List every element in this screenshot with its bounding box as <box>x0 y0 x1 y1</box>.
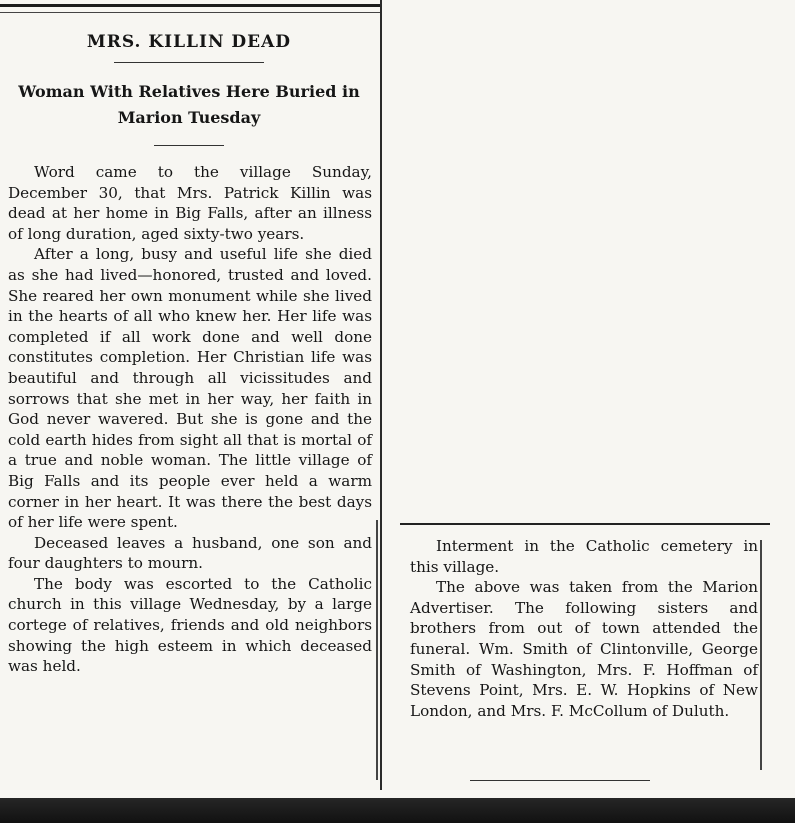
article-headline: MRS. KILLIN DEAD <box>86 32 292 52</box>
article-continuation-column <box>408 536 758 721</box>
column-edge-mark <box>760 540 762 770</box>
article-paragraph: Word came to the village Sunday, December 30, that Mrs. Patrick Killin was dead at her home in Big Falls, after an illness of long duration, aged sixty-two years. <box>8 163 372 243</box>
column-divider <box>380 0 382 790</box>
headline-rule <box>114 62 264 63</box>
continuation-paragraph: Interment in the Catholic cemetery in this village. <box>410 537 758 576</box>
article-paragraph: The body was escorted to the Catholic church in this village Wednesday, by a large cortege of relatives, friends and old neighbors showing the high esteem in which deceased was held. <box>8 574 372 676</box>
continuation-paragraph: The above was taken from the Marion Advertiser. The following sisters and brothers from out of town attended the funeral. Wm. Smith of Clintonville, George Smith of Washington, Mrs. F. Hoffman of Stevens Point, Mrs. E. W. Hopkins of New London, and Mrs. F. McCollum of Duluth. <box>410 578 758 720</box>
continuation-top-rule <box>400 523 770 525</box>
article-paragraph: Deceased leaves a husband, one son and four daughters to mourn. <box>8 533 372 573</box>
continuation-bottom-rule <box>470 780 650 781</box>
column-edge-mark <box>376 520 378 780</box>
article-left-column <box>6 18 372 677</box>
top-rule-thick <box>0 4 382 7</box>
article-body <box>6 162 372 677</box>
article-paragraph: After a long, busy and useful life she died as she had lived—honored, trusted and loved. She reared her own monument while she lived in the hearts of all who knew her. Her life was completed if all work done and well done constitutes completion. Her Christian life was beautiful and through all vicissitudes and sorrows that she met in her way, her faith in God never wavered. But she is gone and the cold earth hides from sight all that is mortal of a true and noble woman. The little village of Big Falls and its people ever held a warm corner in her heart. It was there the best days of her life were spent. <box>8 245 372 532</box>
continuation-body <box>408 536 758 721</box>
page-bottom-band <box>0 798 795 823</box>
article-subheadline: Woman With Relatives Here Buried in Marion Tuesday <box>18 82 360 127</box>
top-rule-thin <box>0 12 382 13</box>
subheadline-rule <box>154 145 224 146</box>
